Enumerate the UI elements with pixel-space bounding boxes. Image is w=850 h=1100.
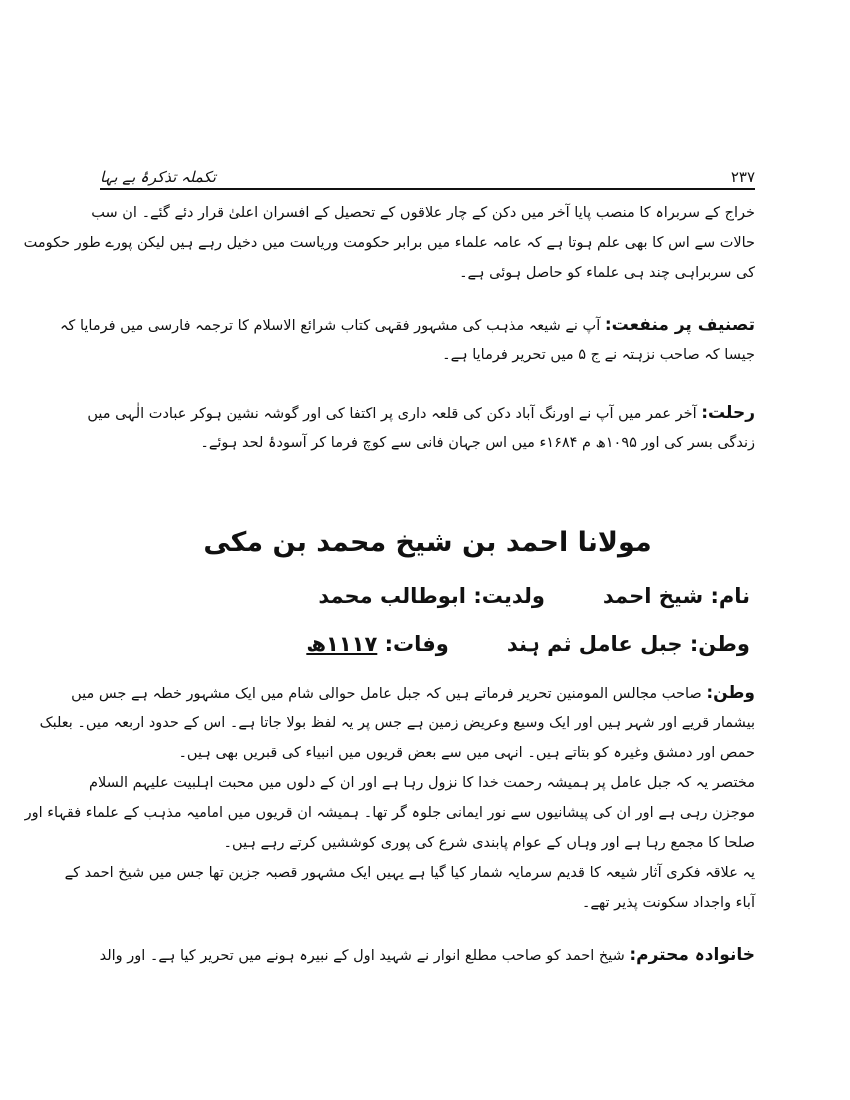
name-field [603, 576, 750, 616]
text-line: شیخ احمد کو صاحب مطلع انوار نے شہید اول کے نبیرہ ہونے میں تحریر کیا ہے۔ اور والد [99, 948, 625, 964]
running-title: تکملہ تذکرۂ بے بہا [100, 168, 216, 186]
homeland-value: جبل عامل ثم ہند [506, 632, 683, 656]
name-label: نام: [710, 584, 750, 608]
watan-heading: وطن: [706, 683, 755, 703]
text-line: صلحا کا مجمع رہا ہے اور وہاں کے عوام پابندی شرع کی پوری کوششیں کرتے رہے ہیں۔ [223, 835, 755, 851]
name-value: شیخ احمد [602, 584, 704, 608]
death-label: وفات: [384, 632, 449, 656]
parentage-label: ولدیت: [473, 584, 545, 608]
text-line: مختصر یہ کہ جبل عامل پر ہمیشہ رحمت خدا کا نزول رہا ہے اور ان کے دلوں میں محبت اہلبیت علیہم السلام [89, 775, 755, 791]
rehlat-heading: رحلت: [701, 403, 755, 423]
text-line: موجزن رہی ہے اور ان کی پیشانیوں سے نور ایمانی جلوہ گر تھا۔ ہمیشہ ان قریوں میں امامیہ مذہب کے علماء فقہاء اور [24, 805, 755, 821]
homeland-field [507, 624, 750, 664]
death-field [306, 624, 448, 664]
parentage-value: ابوطالب محمد [318, 584, 466, 608]
death-value: ۱۱۱۷ھ [306, 632, 378, 656]
text-line: آپ نے شیعہ مذہب کی مشہور فقہی کتاب شرائع الاسلام کا ترجمہ فارسی میں فرمایا کہ [59, 318, 601, 334]
text-line: یہ علاقہ فکری آثار شیعہ کا قدیم سرمایہ شمار کیا گیا ہے یہیں ایک مشہور قصبہ جزین تھا جس میں شیخ احمد کے [64, 865, 755, 881]
tasneef-heading: تصنیف پر منفعت: [604, 315, 755, 335]
section-title: مولانا احمد بن شیخ محمد بن مکی [203, 527, 652, 558]
text-line: جیسا کہ صاحب نزہتہ نے ج ۵ میں تحریر فرمایا ہے۔ [442, 347, 755, 363]
tasneef-paragraph [59, 310, 755, 370]
page-header [100, 162, 755, 186]
text-line: صاحب مجالس المومنین تحریر فرماتے ہیں کہ جبل عامل حوالی شام میں ایک مشہور خطہ ہے جس میں [71, 686, 702, 702]
header-divider [100, 188, 755, 190]
text-line: زندگی بسر کی اور ۱۰۹۵ھ م ۱۶۸۴ء میں اس جہان فانی سے کوچ فرما کر آسودۂ لحد ہوئے۔ [200, 435, 755, 451]
page-number: ۲۳۷ [730, 168, 755, 186]
text-line: کی سربراہی چند ہی علماء کو حاصل ہوئی ہے۔ [459, 265, 755, 281]
homeland-label: وطن: [689, 632, 750, 656]
text-line: حالات سے اس کا بھی علم ہوتا ہے کہ عامہ علماء میں برابر حکومت وریاست میں دخیل رہے ہیں لیکن پورے طور حکومت [23, 235, 755, 251]
khanwada-paragraph [100, 940, 755, 970]
homeland-death-row [306, 624, 750, 664]
text-line: بیشمار قریے اور شہر ہیں اور ایک وسیع وعریض زمین ہے جس پر یہ لفظ بولا جاتا ہے۔ اس کے حدود اربعہ میں۔ بعلبک [39, 715, 755, 731]
intro-paragraph [23, 198, 755, 288]
watan-paragraph [24, 678, 755, 918]
text-line: خراج کے سربراہ کا منصب پایا آخر میں دکن کے چار علاقوں کے تحصیل کے افسران اعلیٰ قرار دئے گئے۔ ان سب [91, 205, 755, 221]
parentage-field [318, 576, 545, 616]
name-parentage-row [318, 576, 750, 616]
text-line: آخر عمر میں آپ نے اورنگ آباد دکن کی قلعہ داری پر اکتفا کی اور گوشہ نشین ہوکر عبادت الٰہی میں [87, 406, 697, 422]
rehlat-paragraph [87, 398, 755, 458]
khanwada-heading: خانوادہ محترم: [629, 945, 755, 965]
text-line: آباء واجداد سکونت پذیر تھے۔ [581, 895, 755, 911]
text-line: حمص اور دمشق وغیرہ کو بتاتے ہیں۔ انہی میں سے بعض قریوں میں انبیاء کی قبریں بھی ہیں۔ [178, 745, 755, 761]
